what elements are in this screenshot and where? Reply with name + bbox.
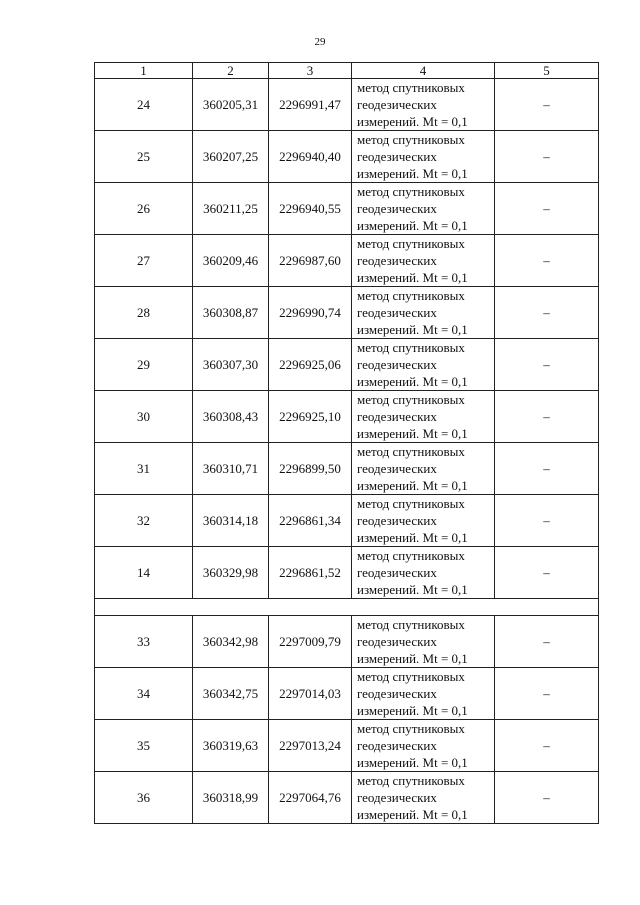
- method-text-line: геодезических: [357, 305, 437, 320]
- method-text-line: измерений. Mt = 0,1: [357, 270, 468, 285]
- table-row: [95, 287, 599, 339]
- method-text-line: метод спутниковых: [357, 444, 465, 459]
- method-text-line: метод спутниковых: [357, 132, 465, 147]
- method-text-line: метод спутниковых: [357, 392, 465, 407]
- method-cell: [352, 547, 495, 599]
- header-cell-1: 1: [95, 63, 193, 79]
- method-text-line: измерений. Mt = 0,1: [357, 582, 468, 597]
- y-coordinate-cell: 2296987,60: [269, 235, 352, 287]
- method-cell: [352, 443, 495, 495]
- table-row: [95, 495, 599, 547]
- table-row: [95, 391, 599, 443]
- point-number-cell: 25: [95, 131, 193, 183]
- method-text-line: измерений. Mt = 0,1: [357, 755, 468, 770]
- method-text-line: измерений. Mt = 0,1: [357, 703, 468, 718]
- method-text-line: метод спутниковых: [357, 773, 465, 788]
- y-coordinate-cell: 2296990,74: [269, 287, 352, 339]
- column-5-cell: –: [495, 79, 599, 131]
- point-number-cell: 29: [95, 339, 193, 391]
- method-text-line: геодезических: [357, 97, 437, 112]
- method-text-line: измерений. Mt = 0,1: [357, 651, 468, 666]
- table-row: [95, 443, 599, 495]
- method-text-line: метод спутниковых: [357, 236, 465, 251]
- header-cell-4: 4: [352, 63, 495, 79]
- method-text-line: метод спутниковых: [357, 288, 465, 303]
- x-coordinate-cell: 360319,63: [193, 720, 269, 772]
- method-text-line: измерений. Mt = 0,1: [357, 374, 468, 389]
- column-5-cell: –: [495, 720, 599, 772]
- y-coordinate-cell: 2297013,24: [269, 720, 352, 772]
- method-text-line: геодезических: [357, 461, 437, 476]
- y-coordinate-cell: 2297009,79: [269, 616, 352, 668]
- method-text-line: геодезических: [357, 738, 437, 753]
- x-coordinate-cell: 360310,71: [193, 443, 269, 495]
- method-text-line: измерений. Mt = 0,1: [357, 807, 468, 822]
- method-cell: [352, 391, 495, 443]
- method-text-line: метод спутниковых: [357, 548, 465, 563]
- y-coordinate-cell: 2296861,52: [269, 547, 352, 599]
- y-coordinate-cell: 2297014,03: [269, 668, 352, 720]
- method-text-line: геодезических: [357, 201, 437, 216]
- point-number-cell: 36: [95, 772, 193, 824]
- x-coordinate-cell: 360308,87: [193, 287, 269, 339]
- method-cell: [352, 339, 495, 391]
- table-row: [95, 339, 599, 391]
- point-number-cell: 24: [95, 79, 193, 131]
- header-row: [95, 63, 599, 79]
- y-coordinate-cell: 2297064,76: [269, 772, 352, 824]
- point-number-cell: 32: [95, 495, 193, 547]
- column-5-cell: –: [495, 287, 599, 339]
- y-coordinate-cell: 2296991,47: [269, 79, 352, 131]
- method-text-line: метод спутниковых: [357, 184, 465, 199]
- x-coordinate-cell: 360314,18: [193, 495, 269, 547]
- table-row: [95, 131, 599, 183]
- y-coordinate-cell: 2296861,34: [269, 495, 352, 547]
- column-5-cell: –: [495, 772, 599, 824]
- x-coordinate-cell: 360209,46: [193, 235, 269, 287]
- method-text-line: измерений. Mt = 0,1: [357, 114, 468, 129]
- column-5-cell: –: [495, 443, 599, 495]
- y-coordinate-cell: 2296899,50: [269, 443, 352, 495]
- table-row: [95, 547, 599, 599]
- y-coordinate-cell: 2296940,55: [269, 183, 352, 235]
- method-text-line: геодезических: [357, 634, 437, 649]
- table-row: [95, 616, 599, 668]
- column-5-cell: –: [495, 547, 599, 599]
- table-row: [95, 235, 599, 287]
- coordinates-table: [94, 62, 599, 824]
- x-coordinate-cell: 360342,75: [193, 668, 269, 720]
- page-number: 29: [314, 36, 326, 48]
- method-text-line: метод спутниковых: [357, 496, 465, 511]
- method-text-line: геодезических: [357, 513, 437, 528]
- method-text-line: измерений. Mt = 0,1: [357, 426, 468, 441]
- method-text-line: геодезических: [357, 565, 437, 580]
- method-cell: [352, 668, 495, 720]
- method-text-line: геодезических: [357, 686, 437, 701]
- point-number-cell: 26: [95, 183, 193, 235]
- point-number-cell: 28: [95, 287, 193, 339]
- table-row: [95, 720, 599, 772]
- method-cell: [352, 79, 495, 131]
- point-number-cell: 34: [95, 668, 193, 720]
- method-text-line: метод спутниковых: [357, 721, 465, 736]
- x-coordinate-cell: 360307,30: [193, 339, 269, 391]
- method-text-line: геодезических: [357, 253, 437, 268]
- x-coordinate-cell: 360211,25: [193, 183, 269, 235]
- point-number-cell: 30: [95, 391, 193, 443]
- x-coordinate-cell: 360207,25: [193, 131, 269, 183]
- method-cell: [352, 183, 495, 235]
- method-text-line: метод спутниковых: [357, 669, 465, 684]
- method-text-line: измерений. Mt = 0,1: [357, 322, 468, 337]
- header-cell-3: 3: [269, 63, 352, 79]
- column-5-cell: –: [495, 495, 599, 547]
- point-number-cell: 31: [95, 443, 193, 495]
- y-coordinate-cell: 2296940,40: [269, 131, 352, 183]
- column-5-cell: –: [495, 183, 599, 235]
- x-coordinate-cell: 360308,43: [193, 391, 269, 443]
- table-row: [95, 183, 599, 235]
- column-5-cell: –: [495, 131, 599, 183]
- method-text-line: геодезических: [357, 149, 437, 164]
- column-5-cell: –: [495, 339, 599, 391]
- x-coordinate-cell: 360342,98: [193, 616, 269, 668]
- point-number-cell: 33: [95, 616, 193, 668]
- method-text-line: метод спутниковых: [357, 80, 465, 95]
- column-5-cell: –: [495, 235, 599, 287]
- table-body: [95, 63, 599, 824]
- method-text-line: измерений. Mt = 0,1: [357, 478, 468, 493]
- point-number-cell: 35: [95, 720, 193, 772]
- point-number-cell: 14: [95, 547, 193, 599]
- header-cell-5: 5: [495, 63, 599, 79]
- method-text-line: измерений. Mt = 0,1: [357, 530, 468, 545]
- column-5-cell: –: [495, 616, 599, 668]
- method-text-line: геодезических: [357, 357, 437, 372]
- method-text-line: метод спутниковых: [357, 617, 465, 632]
- header-cell-2: 2: [193, 63, 269, 79]
- method-cell: [352, 495, 495, 547]
- method-text-line: геодезических: [357, 409, 437, 424]
- point-number-cell: 27: [95, 235, 193, 287]
- x-coordinate-cell: 360329,98: [193, 547, 269, 599]
- table-row: [95, 668, 599, 720]
- method-cell: [352, 616, 495, 668]
- method-text-line: измерений. Mt = 0,1: [357, 218, 468, 233]
- method-cell: [352, 131, 495, 183]
- column-5-cell: –: [495, 391, 599, 443]
- x-coordinate-cell: 360318,99: [193, 772, 269, 824]
- x-coordinate-cell: 360205,31: [193, 79, 269, 131]
- y-coordinate-cell: 2296925,06: [269, 339, 352, 391]
- method-cell: [352, 720, 495, 772]
- method-cell: [352, 287, 495, 339]
- method-cell: [352, 772, 495, 824]
- column-5-cell: –: [495, 668, 599, 720]
- separator-cell: [95, 599, 599, 616]
- y-coordinate-cell: 2296925,10: [269, 391, 352, 443]
- method-cell: [352, 235, 495, 287]
- method-text-line: метод спутниковых: [357, 340, 465, 355]
- separator-row: [95, 599, 599, 616]
- method-text-line: измерений. Mt = 0,1: [357, 166, 468, 181]
- method-text-line: геодезических: [357, 790, 437, 805]
- table-row: [95, 772, 599, 824]
- table-row: [95, 79, 599, 131]
